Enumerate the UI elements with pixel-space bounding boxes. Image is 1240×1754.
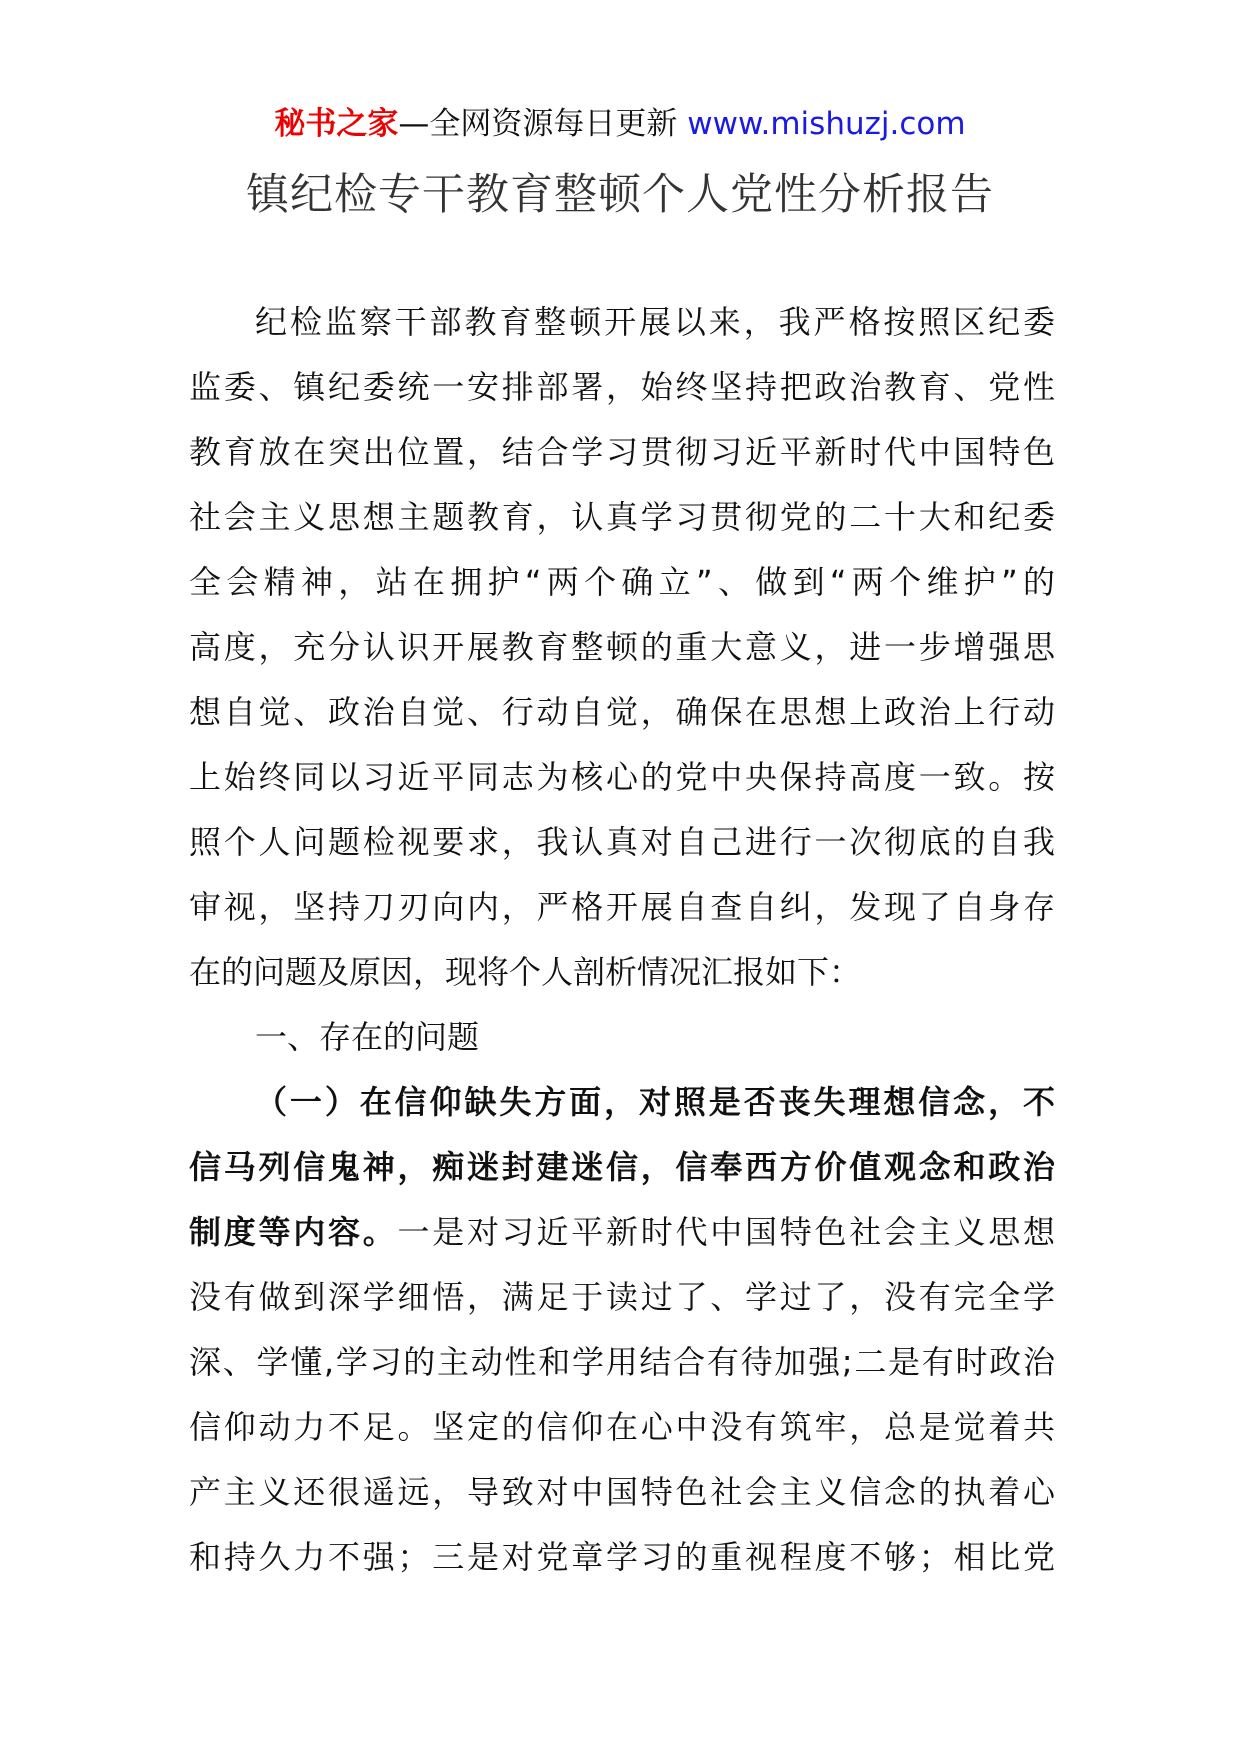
document-body (189, 290, 1055, 1590)
section-heading: 一、存在的问题 (255, 1018, 480, 1056)
paragraph-line: 信仰动力不足。坚定的信仰在心中没有筑牢，总是觉着共 (189, 1408, 1055, 1446)
paragraph-line: 照个人问题检视要求，我认真对自己进行一次彻底的自我 (189, 823, 1055, 861)
paragraph-line: 监委、镇纪委统一安排部署，始终坚持把政治教育、党性 (189, 368, 1055, 406)
subsection-heading-line: 信马列信鬼神，痴迷封建迷信，信奉西方价值观念和政治 (189, 1148, 1055, 1186)
paragraph-line: 审视，坚持刀刃向内，严格开展自查自纠，发现了自身存 (189, 888, 1055, 926)
paragraph-line: 深、学懂,学习的主动性和学用结合有待加强;二是有时政治 (189, 1343, 1055, 1381)
document-title: 镇纪检专干教育整顿个人党性分析报告 (246, 170, 994, 220)
paragraph-line: 高度，充分认识开展教育整顿的重大意义，进一步增强思 (189, 628, 1055, 666)
subsection-heading-line: （一）在信仰缺失方面，对照是否丧失理想信念，不 (255, 1083, 1055, 1121)
paragraph-line: 没有做到深学细悟，满足于读过了、学过了，没有完全学 (189, 1278, 1055, 1316)
mixed-line (189, 1200, 1055, 1265)
paragraph-line: 社会主义思想主题教育，认真学习贯彻党的二十大和纪委 (189, 498, 1055, 536)
paragraph-line: 上始终同以习近平同志为核心的党中央保持高度一致。按 (189, 758, 1055, 796)
site-tagline: —全网资源每日更新 (398, 106, 688, 142)
paragraph-line: 教育放在突出位置，结合学习贯彻习近平新时代中国特色 (189, 433, 1055, 471)
site-brand: 秘书之家 (274, 106, 399, 142)
subsection-heading-end: 制度等内容。 (189, 1213, 398, 1251)
paragraph-line: 和持久力不强；三是对党章学习的重视程度不够；相比党 (189, 1538, 1055, 1576)
paragraph-line: 在的问题及原因，现将个人剖析情况汇报如下： (189, 953, 862, 991)
paragraph-line: 全会精神，站在拥护“两个确立”、做到“两个维护”的 (189, 563, 1055, 601)
paragraph-line: 纪检监察干部教育整顿开展以来，我严格按照区纪委 (255, 303, 1055, 341)
site-header (0, 102, 1240, 146)
paragraph-text: 一是对习近平新时代中国特色社会主义思想 (397, 1213, 1055, 1251)
paragraph-line: 想自觉、政治自觉、行动自觉，确保在思想上政治上行动 (189, 693, 1055, 731)
site-url-link[interactable]: www.mishuzj.com (687, 106, 966, 142)
paragraph-line: 产主义还很遥远，导致对中国特色社会主义信念的执着心 (189, 1473, 1055, 1511)
